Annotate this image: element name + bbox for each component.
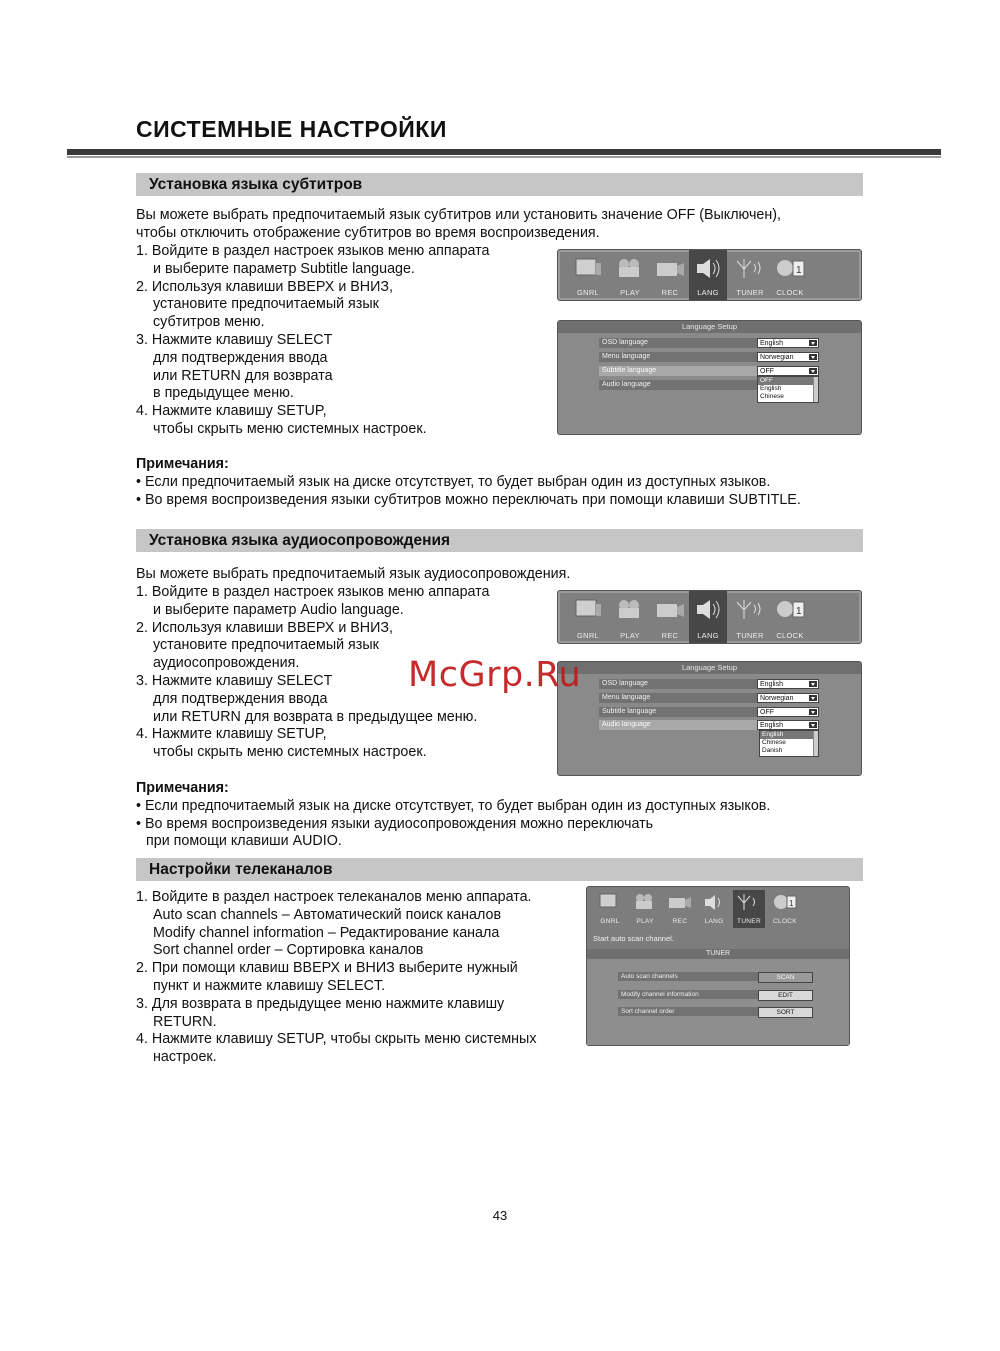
notes-title: Примечания: xyxy=(136,456,229,472)
tv-icon xyxy=(574,257,602,279)
speaker-icon xyxy=(702,893,726,911)
menu-language-value: Norwegian xyxy=(757,352,819,362)
step-line: субтитров меню. xyxy=(153,314,265,331)
scan-button: SCAN xyxy=(758,972,813,983)
subtitle-intro xyxy=(136,207,866,243)
subtitle-notes xyxy=(136,456,876,509)
dropdown-option: Chinese xyxy=(760,393,784,400)
chevron-down-icon xyxy=(809,340,817,346)
step-line: или RETURN для возврата в предыдущее меню. xyxy=(153,708,478,725)
menu-language-row: Menu language xyxy=(599,693,759,703)
step-line: 3. Нажмите клавишу SELECT xyxy=(136,331,333,348)
step-line: или RETURN для возврата xyxy=(153,367,333,384)
dropdown-option: English xyxy=(760,731,818,739)
film-camera-icon xyxy=(633,893,657,911)
step-line: настроек. xyxy=(153,1049,217,1066)
osd-tab-bar xyxy=(593,890,833,928)
edit-button: EDIT xyxy=(758,990,813,1001)
step-line: 4. Нажмите клавишу SETUP, xyxy=(136,726,327,743)
page-title: СИСТЕМНЫЕ НАСТРОЙКИ xyxy=(136,116,447,142)
camcorder-icon xyxy=(668,893,692,911)
step-line: 3. Для возврата в предыдущее меню нажмите клавишу xyxy=(136,995,505,1012)
tab-label: LANG xyxy=(697,631,719,640)
speaker-icon xyxy=(693,257,723,279)
clock-icon xyxy=(775,598,805,620)
step-line: установите предпочитаемый язык xyxy=(153,296,379,313)
antenna-icon xyxy=(735,257,765,279)
step-line: Sort channel order – Сортировка каналов xyxy=(153,942,424,959)
dropdown-option: Danish xyxy=(762,747,783,754)
step-line: установите предпочитаемый язык xyxy=(153,637,379,654)
audio-dropdown-list xyxy=(759,730,819,757)
title-rule-thin xyxy=(67,156,941,158)
tab-label: CLOCK xyxy=(773,918,797,925)
panel-title: Language Setup xyxy=(558,321,861,333)
tab-label: REC xyxy=(661,631,679,640)
intro-line: Вы можете выбрать предпочитаемый язык субтитров или установить значение OFF (Выключен), xyxy=(136,207,781,223)
step-line: 2. Используя клавиши ВВЕРХ и ВНИЗ, xyxy=(136,619,394,636)
intro-line: чтобы отключить отображение субтитров во время воспроизведения. xyxy=(136,224,600,241)
tab-gnrl xyxy=(568,591,608,643)
step-line: и выберите параметр Subtitle language. xyxy=(153,260,415,277)
step-line: для подтверждения ввода xyxy=(153,690,328,707)
modify-channel-row: Modify channel information xyxy=(618,990,758,999)
tab-clock xyxy=(769,890,801,928)
step-line: для подтверждения ввода xyxy=(153,349,328,366)
sort-channel-row: Sort channel order xyxy=(618,1007,758,1016)
tuner-steps xyxy=(136,889,576,1067)
audio-language-row: Audio language xyxy=(599,380,759,390)
menu-language-value: Norwegian xyxy=(757,693,819,703)
step-line: RETURN. xyxy=(153,1013,217,1030)
tv-icon xyxy=(574,598,602,620)
audio-intro: Вы можете выбрать предпочитаемый язык аудиосопровождения. xyxy=(136,566,571,582)
step-line: 3. Нажмите клавишу SELECT xyxy=(136,672,333,689)
tab-lang xyxy=(699,890,729,928)
tab-label: GNRL xyxy=(600,918,620,925)
step-line: пункт и нажмите клавишу SELECT. xyxy=(153,977,386,994)
tab-rec xyxy=(665,890,695,928)
audio-language-row: Audio language xyxy=(599,720,759,730)
tab-label: PLAY xyxy=(620,288,640,297)
tab-play xyxy=(610,250,650,300)
menu-language-row: Menu language xyxy=(599,352,759,362)
subtitle-language-row: Subtitle language xyxy=(599,366,759,376)
tab-gnrl xyxy=(595,890,625,928)
step-line: Modify channel information – Редактирование канала xyxy=(153,924,500,941)
subtitle-language-value: OFF xyxy=(757,366,819,376)
note-line: • Если предпочитаемый язык на диске отсутствует, то будет выбран один из доступных языков. xyxy=(136,473,771,490)
dropdown-option: OFF xyxy=(758,377,818,385)
title-rule xyxy=(67,149,941,155)
scrollbar xyxy=(813,731,818,756)
tab-label: LANG xyxy=(697,288,719,297)
chevron-down-icon xyxy=(809,681,817,687)
language-setup-panel xyxy=(557,661,862,776)
note-line: при помощи клавиши AUDIO. xyxy=(146,833,342,850)
tab-lang xyxy=(689,591,727,643)
tab-clock xyxy=(770,591,810,643)
tab-label: CLOCK xyxy=(776,288,804,297)
subtitle-language-value: OFF xyxy=(757,707,819,717)
osd-language-row: OSD language xyxy=(599,338,759,348)
section-header-subtitle: Установка языка субтитров xyxy=(136,173,863,196)
tab-tuner xyxy=(733,890,765,928)
tuner-osd-screen xyxy=(586,886,850,1046)
step-line: 1. Войдите в раздел настроек телеканалов меню аппарата. xyxy=(136,889,532,905)
section-header-tuner: Настройки телеканалов xyxy=(136,858,863,881)
tab-label: GNRL xyxy=(576,631,600,640)
clock-icon xyxy=(775,257,805,279)
tab-label: LANG xyxy=(704,918,724,925)
language-setup-panel xyxy=(557,320,862,435)
step-line: 1. Войдите в раздел настроек языков меню аппарата xyxy=(136,243,490,259)
clock-icon xyxy=(773,893,797,911)
camcorder-icon xyxy=(655,598,685,620)
film-camera-icon xyxy=(615,598,645,620)
tab-label: GNRL xyxy=(576,288,600,297)
subtitle-dropdown-list xyxy=(757,376,819,403)
step-line: чтобы скрыть меню системных настроек. xyxy=(153,420,427,437)
tab-label: PLAY xyxy=(620,631,640,640)
step-line: и выберите параметр Audio language. xyxy=(153,601,404,618)
auto-scan-row: Auto scan channels xyxy=(618,972,758,981)
step-line: 2. Используя клавиши ВВЕРХ и ВНИЗ, xyxy=(136,278,394,295)
notes-title: Примечания: xyxy=(136,780,229,796)
tab-lang xyxy=(689,250,727,300)
tv-icon xyxy=(599,893,621,911)
sort-button: SORT xyxy=(758,1007,813,1018)
tuner-menu-title: TUNER xyxy=(587,949,849,959)
step-line: в предыдущее меню. xyxy=(153,385,294,402)
section-header-audio: Установка языка аудиосопровождения xyxy=(136,529,863,552)
tab-label: REC xyxy=(672,918,688,925)
watermark: McGrp.Ru xyxy=(408,655,582,695)
chevron-down-icon xyxy=(809,722,817,728)
osd-language-row: OSD language xyxy=(599,679,759,689)
osd-language-value: English xyxy=(757,679,819,689)
status-text: Start auto scan channel. xyxy=(593,934,674,943)
note-line: • Во время воспроизведения языки субтитров можно переключать при помощи клавиши SUBTITLE. xyxy=(136,491,801,508)
tab-label: TUNER xyxy=(736,631,764,640)
dropdown-option: English xyxy=(760,385,782,392)
tab-tuner xyxy=(730,591,770,643)
scrollbar xyxy=(813,377,818,402)
svg-text:1: 1 xyxy=(796,606,802,617)
tab-label: CLOCK xyxy=(776,631,804,640)
tab-clock xyxy=(770,250,810,300)
osd-language-value: English xyxy=(757,338,819,348)
chevron-down-icon xyxy=(809,354,817,360)
tab-tuner xyxy=(730,250,770,300)
film-camera-icon xyxy=(615,257,645,279)
step-line: Auto scan channels – Автоматический поиск каналов xyxy=(153,906,502,923)
note-line: • Если предпочитаемый язык на диске отсутствует, то будет выбран один из доступных языков. xyxy=(136,797,771,814)
tuner-menu-area xyxy=(587,949,849,1045)
step-line: чтобы скрыть меню системных настроек. xyxy=(153,744,427,761)
tab-rec xyxy=(652,250,688,300)
antenna-icon xyxy=(737,893,761,911)
step-line: 4. Нажмите клавишу SETUP, xyxy=(136,403,327,420)
antenna-icon xyxy=(735,598,765,620)
note-line: • Во время воспроизведения языки аудиосопровождения можно переключать xyxy=(136,815,654,832)
page-number: 43 xyxy=(492,1208,508,1223)
tab-play xyxy=(610,591,650,643)
svg-text:1: 1 xyxy=(789,899,794,908)
chevron-down-icon xyxy=(809,695,817,701)
tab-label: TUNER xyxy=(736,288,764,297)
dropdown-option: Chinese xyxy=(762,739,786,746)
audio-notes xyxy=(136,780,876,851)
audio-language-value: English xyxy=(757,720,819,730)
subtitle-steps xyxy=(136,243,536,439)
tab-play xyxy=(629,890,661,928)
step-line: 1. Войдите в раздел настроек языков меню аппарата xyxy=(136,584,490,600)
step-line: 4. Нажмите клавишу SETUP, чтобы скрыть меню системных xyxy=(136,1031,537,1048)
osd-tab-bar xyxy=(557,590,862,644)
subtitle-language-row: Subtitle language xyxy=(599,707,759,717)
tab-label: TUNER xyxy=(737,918,761,925)
camcorder-icon xyxy=(655,257,685,279)
tab-label: PLAY xyxy=(636,918,654,925)
chevron-down-icon xyxy=(809,368,817,374)
panel-title: Language Setup xyxy=(558,662,861,674)
tab-label: REC xyxy=(661,288,679,297)
tab-rec xyxy=(652,591,688,643)
tab-gnrl xyxy=(568,250,608,300)
speaker-icon xyxy=(693,598,723,620)
step-line: 2. При помощи клавиш ВВЕРХ и ВНИЗ выберите нужный xyxy=(136,960,518,977)
svg-text:1: 1 xyxy=(796,265,802,276)
chevron-down-icon xyxy=(809,709,817,715)
step-line: аудиосопровождения. xyxy=(153,655,300,672)
osd-tab-bar xyxy=(557,249,862,301)
